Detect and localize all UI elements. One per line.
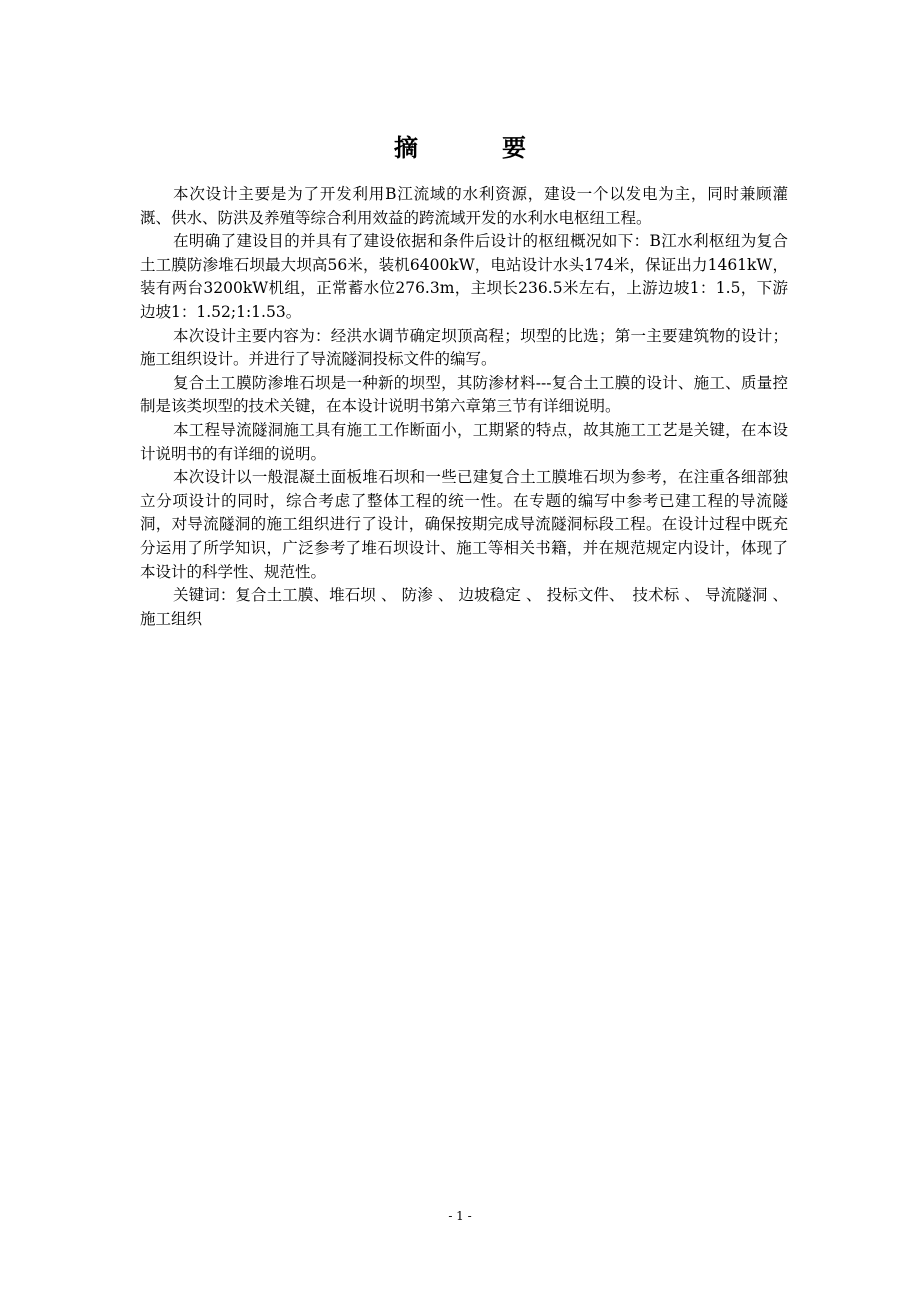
paragraph-overview: 在明确了建设目的并具有了建设依据和条件后设计的枢纽概况如下：B江水利枢纽为复合土工膜防渗堆石坝最大坝高56米，装机6400kW，电站设计水头174米，保证出力1461kW，装有两台3200kW机组，正常蓄水位276.3m，主坝长236.5米左右，上游边坡1：1.5，下游边坡1：1.52;1:1.53。 bbox=[140, 232, 788, 321]
paragraph-geomembrane: 复合土工膜防渗堆石坝是一种新的坝型，其防渗材料---复合土工膜的设计、施工、质量控制是该类坝型的技术关键，在本设计说明书第六章第三节有详细说明。 bbox=[140, 373, 788, 416]
paragraph-tunnel: 本工程导流隧洞施工具有施工工作断面小，工期紧的特点，故其施工工艺是关键，在本设计说明书的有详细的说明。 bbox=[140, 420, 788, 463]
paragraph-contents: 本次设计主要内容为：经洪水调节确定坝顶高程；坝型的比选；第一主要建筑物的设计；施工组织设计。并进行了导流隧洞投标文件的编写。 bbox=[140, 326, 788, 369]
page-number: - 1 - bbox=[448, 1209, 472, 1223]
abstract-body bbox=[140, 183, 788, 631]
paragraph-purpose: 本次设计主要是为了开发利用B江流域的水利资源，建设一个以发电为主，同时兼顾灌溉、供水、防洪及养殖等综合利用效益的跨流域开发的水利水电枢纽工程。 bbox=[140, 185, 788, 227]
paragraph-reference: 本次设计以一般混凝土面板堆石坝和一些已建复合土工膜堆石坝为参考，在注重各细部独立分项设计的同时，综合考虑了整体工程的统一性。在专题的编写中参考已建工程的导流隧洞，对导流隧洞的施工组织进行了设计，确保按期完成导流隧洞标段工程。在设计过程中既充分运用了所学知识，广泛参考了堆石坝设计、施工等相关书籍，并在规范规定内设计，体现了本设计的科学性、规范性。 bbox=[140, 468, 788, 581]
paragraph-keywords: 关键词：复合土工膜、堆石坝 、 防渗 、 边坡稳定 、 投标文件、 技术标 、 导流隧洞 、施工组织 bbox=[140, 586, 788, 628]
page-title: 摘 要 bbox=[394, 134, 556, 162]
